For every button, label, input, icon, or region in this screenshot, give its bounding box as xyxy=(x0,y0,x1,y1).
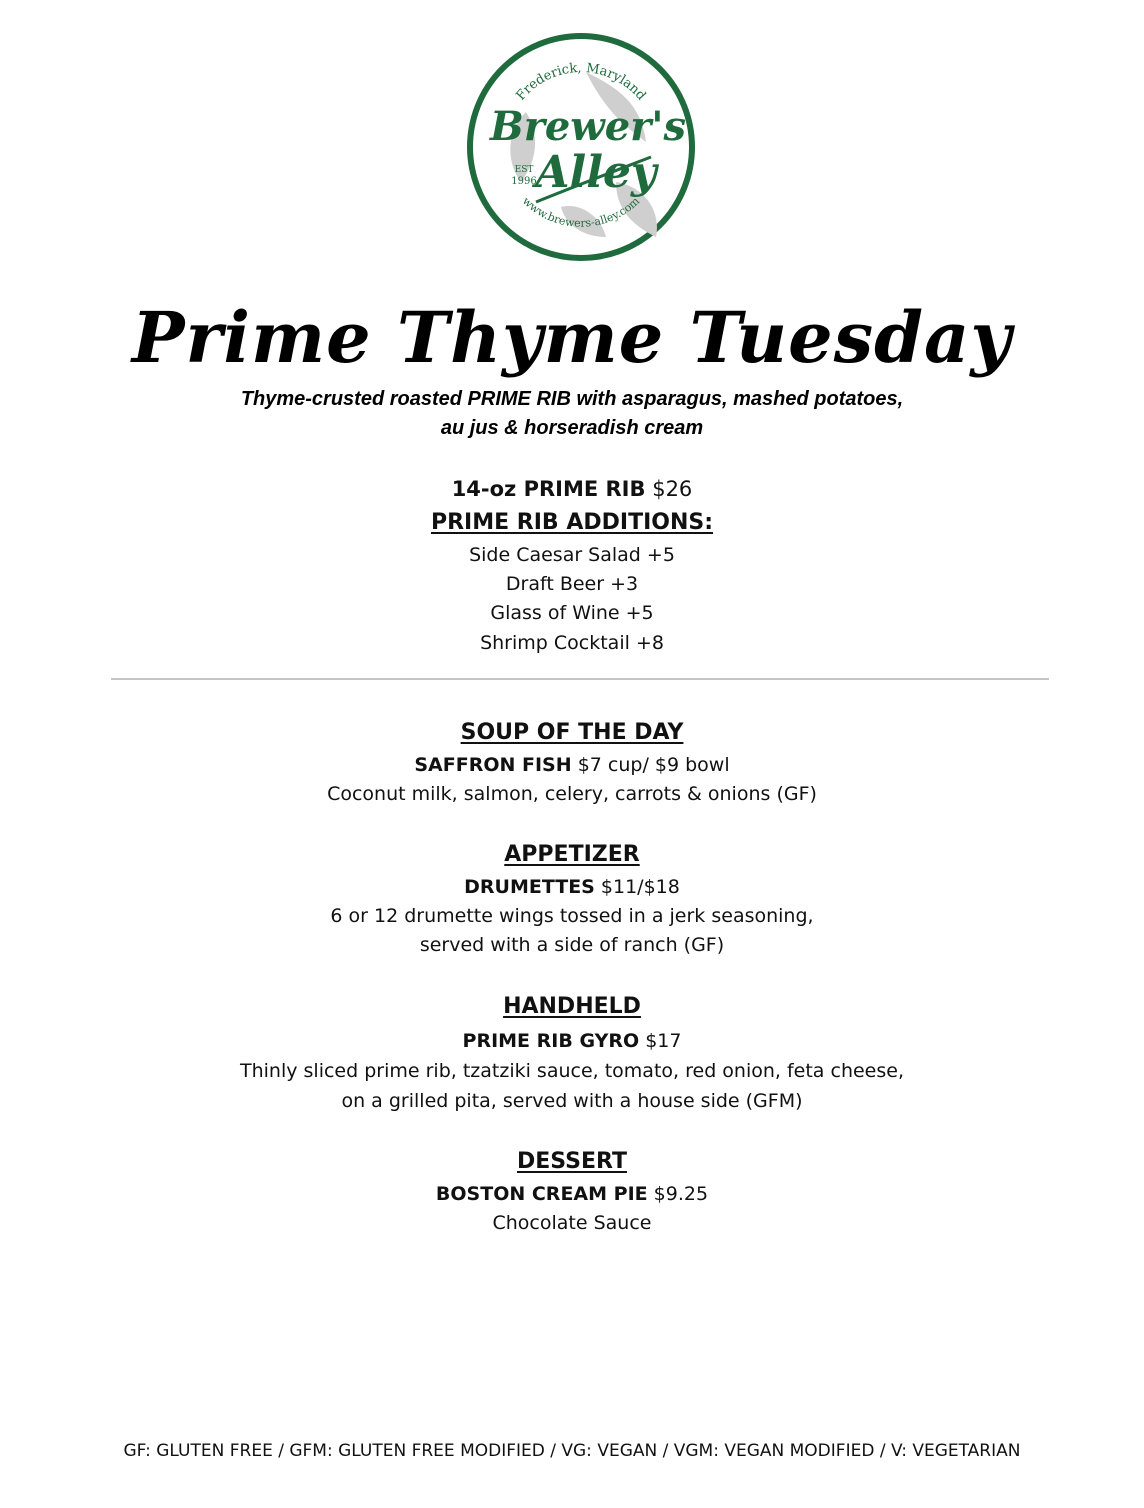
appetizer-description-1: 6 or 12 drumette wings tossed in a jerk seasoning, xyxy=(330,905,814,927)
dessert-item-name: BOSTON CREAM PIE xyxy=(435,1183,648,1205)
subtitle-line-2: au jus & horseradish cream xyxy=(440,417,704,439)
prime-rib-line xyxy=(0,473,1144,505)
handheld-item-line xyxy=(0,1027,1144,1056)
addition-item: Glass of Wine +5 xyxy=(490,602,654,624)
appetizer-heading: APPETIZER xyxy=(504,842,640,867)
page-title: Prime Thyme Tuesday xyxy=(131,296,1013,379)
handheld-heading: HANDHELD xyxy=(503,994,641,1019)
logo-est-label: EST xyxy=(514,165,534,175)
appetizer-item-name: DRUMETTES xyxy=(464,876,595,898)
soup-item-line xyxy=(0,751,1144,780)
soup-item-name: SAFFRON FISH xyxy=(414,754,572,776)
prime-rib-price: $26 xyxy=(652,477,693,501)
brewers-alley-logo xyxy=(466,32,696,262)
logo-location-text: Frederick, Maryland xyxy=(513,60,649,104)
handheld-description-2: on a grilled pita, served with a house side (GFM) xyxy=(341,1090,803,1112)
logo-website-text: www.brewers-alley.com xyxy=(519,194,643,230)
addition-item: Draft Beer +3 xyxy=(505,573,639,595)
appetizer-description-2: served with a side of ranch (GF) xyxy=(419,934,725,956)
prime-rib-additions-heading: PRIME RIB ADDITIONS: xyxy=(430,510,714,535)
dessert-heading: DESSERT xyxy=(517,1149,627,1174)
soup-heading: SOUP OF THE DAY xyxy=(460,720,684,745)
dietary-legend-footer: GF: GLUTEN FREE / GFM: GLUTEN FREE MODIFIED / VG: VEGAN / VGM: VEGAN MODIFIED / V: VEGETARIAN xyxy=(123,1441,1021,1461)
handheld-item-name: PRIME RIB GYRO xyxy=(462,1030,640,1052)
section-divider xyxy=(111,678,1049,680)
dessert-item-line xyxy=(0,1180,1144,1209)
logo-est-year: 1996 xyxy=(511,176,537,187)
logo-name-line1: Brewer's xyxy=(489,103,687,150)
soup-description: Coconut milk, salmon, celery, carrots & onions (GF) xyxy=(327,783,817,805)
addition-item: Side Caesar Salad +5 xyxy=(469,544,675,566)
addition-item: Shrimp Cocktail +8 xyxy=(480,632,664,654)
appetizer-item-price: $11/$18 xyxy=(600,876,680,898)
appetizer-item-line xyxy=(0,873,1144,902)
soup-item-price: $7 cup/ $9 bowl xyxy=(577,754,730,776)
dessert-item-price: $9.25 xyxy=(653,1183,709,1205)
handheld-item-price: $17 xyxy=(645,1030,682,1052)
dessert-description: Chocolate Sauce xyxy=(492,1212,652,1234)
subtitle-line-1: Thyme-crusted roasted PRIME RIB with asparagus, mashed potatoes, xyxy=(240,388,904,410)
logo-name-line2: Alley xyxy=(535,147,657,198)
handheld-description-1: Thinly sliced prime rib, tzatziki sauce, tomato, red onion, feta cheese, xyxy=(240,1060,904,1082)
prime-rib-name: 14-oz PRIME RIB xyxy=(451,477,646,501)
